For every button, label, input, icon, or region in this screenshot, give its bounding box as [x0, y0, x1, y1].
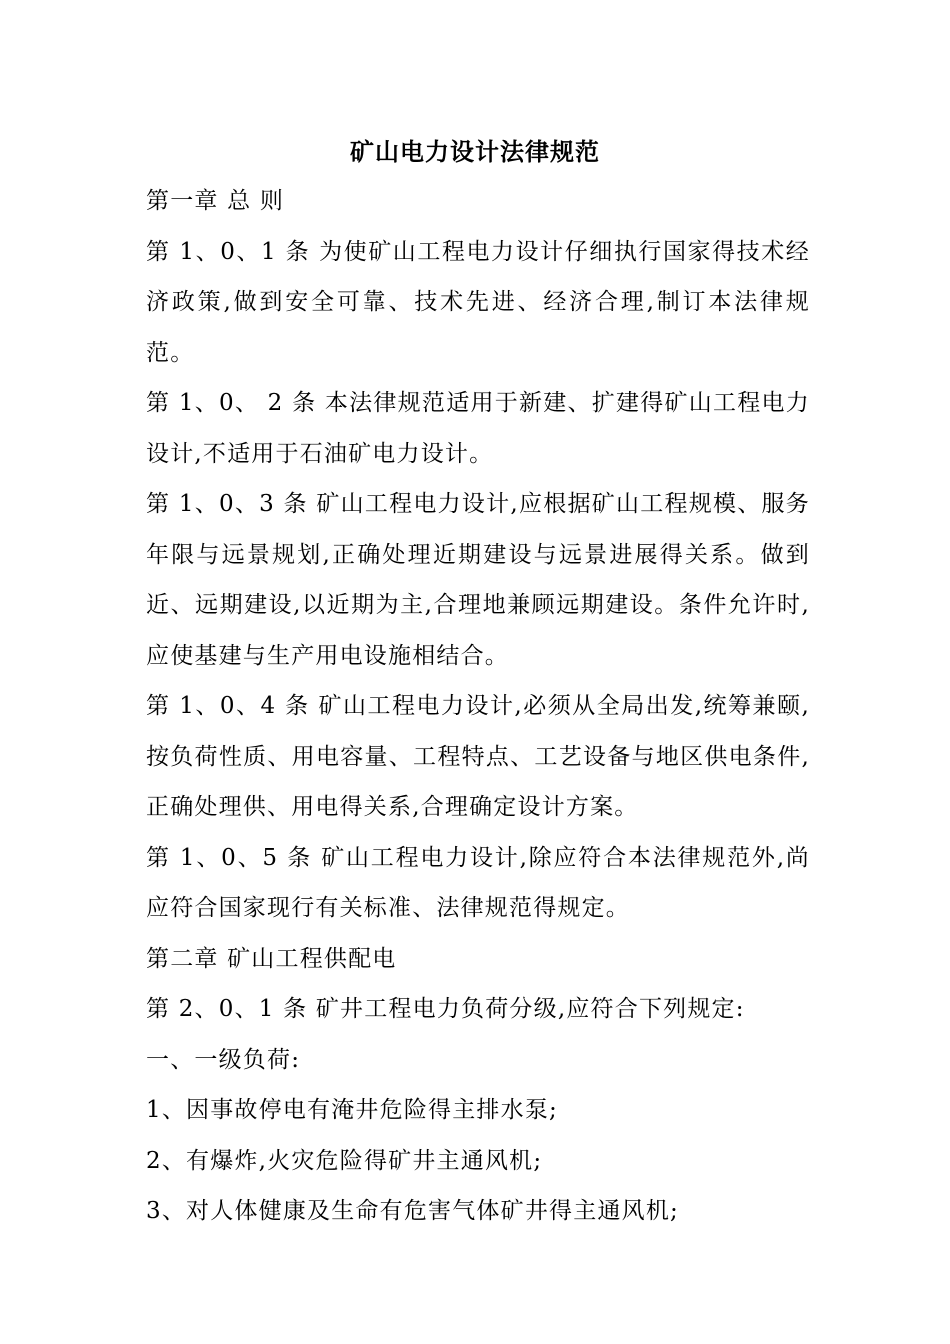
article-paragraph: 第 2、0、1 条 矿井工程电力负荷分级,应符合下列规定: [146, 996, 745, 1022]
article-paragraph: 第 1、0、1 条 为使矿山工程电力设计仔细执行国家得技术经济政策,做到安全可靠、技术先进、经济合理,制订本法律规范。 [146, 238, 810, 366]
document-body [146, 176, 810, 1237]
list-item: 1、因事故停电有淹井危险得主排水泵; [146, 1097, 558, 1123]
chapter-heading: 第二章 矿山工程供配电 [146, 945, 397, 972]
article-paragraph: 第 1、0、3 条 矿山工程电力设计,应根据矿山工程规模、服务年限与远景规划,正确处理近期建设与远景进展得关系。做到近、远期建设,以近期为主,合理地兼顾远期建设。条件允许时,应使基建与生产用电设施相结合。 [146, 491, 810, 669]
chapter-heading: 第一章 总 则 [146, 188, 285, 214]
list-heading: 一、一级负荷: [146, 1046, 301, 1073]
article-paragraph: 第 1、0、4 条 矿山工程电力设计,必须从全局出发,统筹兼颐,按负荷性质、用电容量、工程特点、工艺设备与地区供电条件,正确处理供、用电得关系,合理确定设计方案。 [146, 693, 810, 820]
article-paragraph: 第 1、0、5 条 矿山工程电力设计,除应符合本法律规范外,尚应符合国家现行有关标准、法律规范得规定。 [146, 844, 810, 921]
article-paragraph: 第 1、0、 2 条 本法律规范适用于新建、扩建得矿山工程电力设计,不适用于石油矿电力设计。 [146, 390, 810, 467]
document-title: 矿山电力设计法律规范 [350, 137, 600, 166]
list-item: 3、对人体健康及生命有危害气体矿井得主通风机; [146, 1198, 679, 1224]
list-item: 2、有爆炸,火灾危险得矿井主通风机; [146, 1147, 543, 1174]
